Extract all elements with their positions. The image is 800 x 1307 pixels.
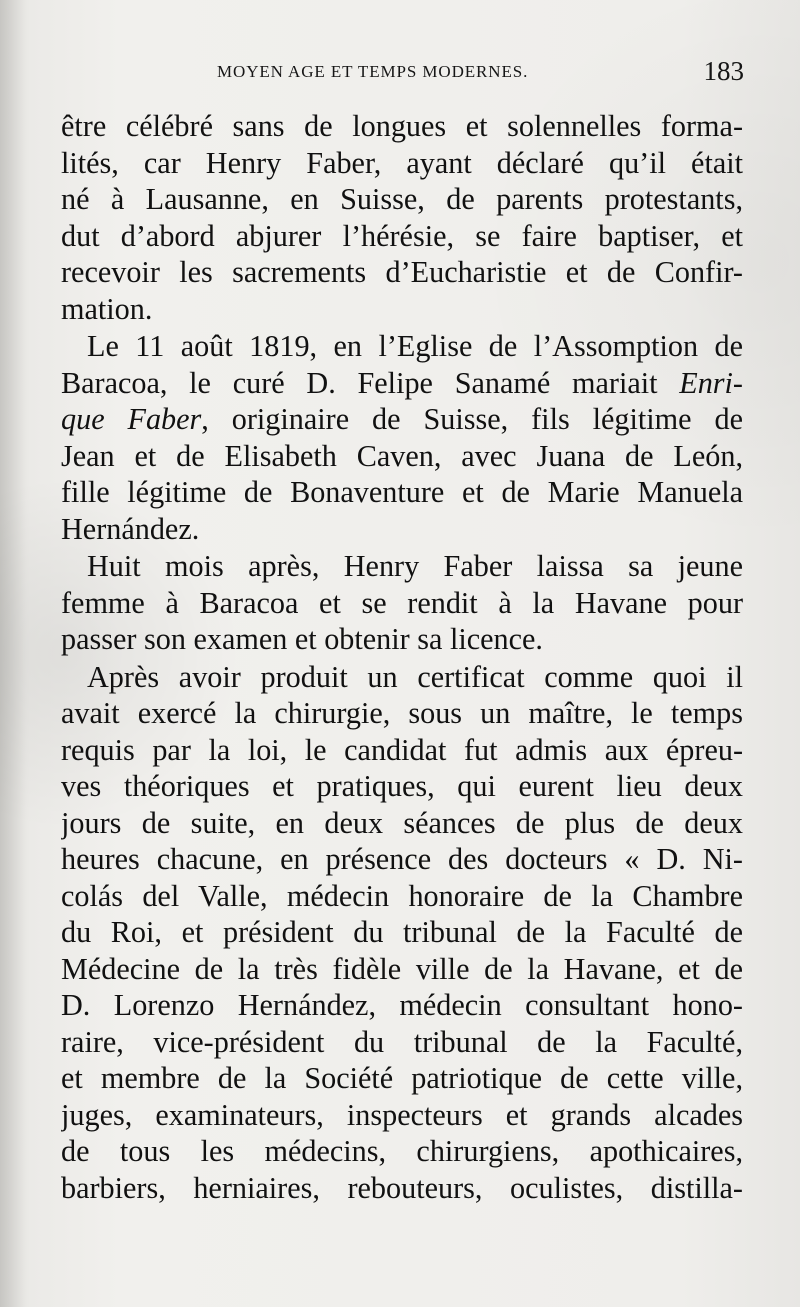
body-line-14: femme à Baracoa et se rendit à la Havane pour [61, 585, 743, 620]
body-line-8-text: Baracoa, le curé D. Felipe Sanamé mariait Enri- [61, 365, 743, 400]
body-line-17: avait exercé la chirurgie, sous un maître, le temps [61, 696, 743, 730]
body-line-23: du Roi, et président du tribunal de la Faculté de [61, 915, 743, 949]
body-line-22: colás del Valle, médecin honoraire de la Chambre [61, 878, 743, 913]
body-line-4: dut d’abord abjurer l’hérésie, se faire baptiser, et [61, 218, 743, 253]
body-line-12: Hernández. [61, 511, 200, 546]
body-line-13: Huit mois après, Henry Faber laissa sa jeune [87, 549, 743, 583]
body-line-7: Le 11 août 1819, en l’Eglise de l’Assomption de [87, 329, 743, 363]
body-line-8 [61, 365, 743, 402]
body-line-15: passer son examen et obtenir sa licence. [61, 622, 543, 656]
body-text [61, 108, 743, 1206]
body-line-19: ves théoriques et pratiques, qui eurent lieu deux [61, 769, 743, 803]
running-head: MOYEN AGE ET TEMPS MODERNES. [217, 62, 529, 81]
body-line-20: jours de suite, en deux séances de plus de deux [61, 805, 743, 840]
body-line-16: Après avoir produit un certificat comme quoi il [87, 659, 743, 694]
body-line-3: né à Lausanne, en Suisse, de parents protestants, [61, 182, 743, 216]
body-line-25: D. Lorenzo Hernández, médecin consultant hono- [61, 988, 743, 1022]
page-number: 183 [703, 56, 744, 86]
body-line-2: lités, car Henry Faber, ayant déclaré qu’il était [61, 145, 743, 180]
page-header [0, 56, 800, 88]
italic-name-fragment: Enri- [679, 365, 743, 400]
body-line-30: barbiers, herniaires, rebouteurs, oculistes, distilla- [61, 1170, 743, 1205]
body-line-18: requis par la loi, le candidat fut admis aux épreu- [61, 732, 743, 767]
body-line-5: recevoir les sacrements d’Eucharistie et de Confir- [61, 255, 743, 289]
body-line-10: Jean et de Elisabeth Caven, avec Juana de León, [61, 438, 743, 473]
body-line-6: mation. [61, 291, 153, 326]
body-line-27: et membre de la Société patriotique de cette ville, [61, 1061, 743, 1095]
page-spine-shadow [0, 0, 26, 1307]
body-line-21: heures chacune, en présence des docteurs « D. Ni- [61, 842, 743, 876]
italic-name-fragment: que Faber [61, 402, 202, 436]
body-line-11: fille légitime de Bonaventure et de Marie Manuela [61, 475, 743, 509]
body-line-28: juges, examinateurs, inspecteurs et grands alcades [61, 1097, 743, 1132]
body-line-9: que Faber, originaire de Suisse, fils légitime de [61, 402, 743, 436]
body-line-26: raire, vice-président du tribunal de la Faculté, [61, 1024, 743, 1059]
body-line-29: de tous les médecins, chirurgiens, apothicaires, [61, 1134, 743, 1168]
body-line-24: Médecine de la très fidèle ville de la Havane, et de [61, 951, 743, 986]
body-line-1: être célébré sans de longues et solennelles forma- [61, 109, 743, 143]
